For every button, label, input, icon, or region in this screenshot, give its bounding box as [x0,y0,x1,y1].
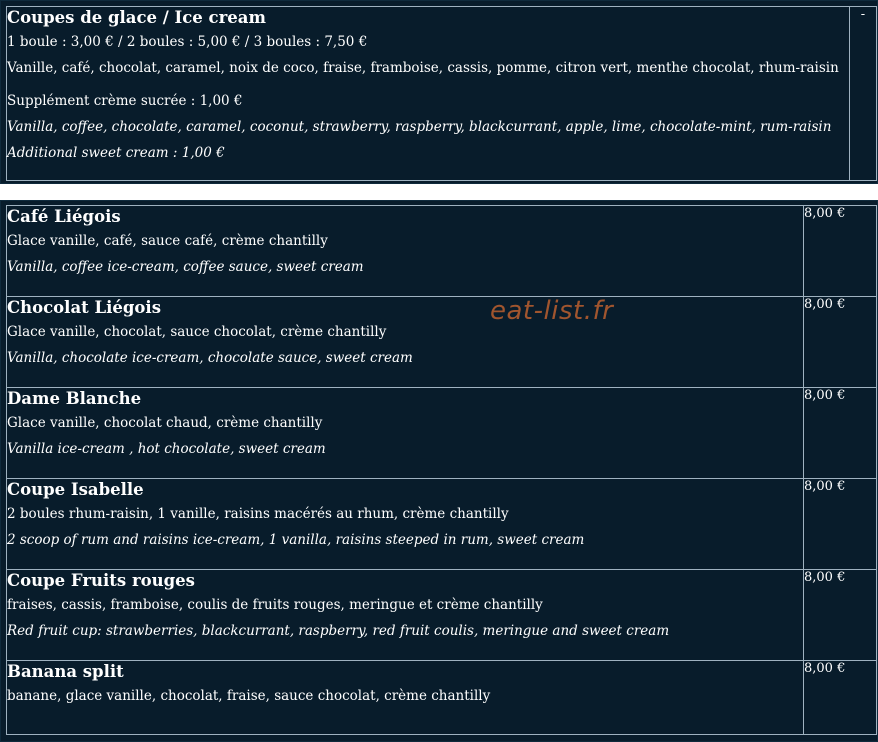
item-description-cell [7,570,804,661]
sundaes-panel [0,200,878,742]
item-desc-fr: banane, glace vanille, chocolat, fraise, sauce chocolat, crème chantilly [7,688,491,704]
item-desc-en: 2 scoop of rum and raisins ice-cream, 1 vanilla, raisins steeped in rum, sweet cream [7,532,585,548]
item-title: Coupe Isabelle [7,480,144,499]
item-title: Dame Blanche [7,389,142,408]
item-price: 8,00 € [804,479,877,570]
item-desc-fr: 2 boules rhum-raisin, 1 vanille, raisins macérés au rhum, crème chantilly [7,506,509,522]
item-desc-en: Vanilla, coffee ice-cream, coffee sauce, sweet cream [7,259,364,275]
table-row [7,7,877,181]
item-title: Coupes de glace / Ice cream [7,8,266,27]
table-row [7,479,877,570]
item-desc-fr: fraises, cassis, framboise, coulis de fruits rouges, meringue et crème chantilly [7,597,543,613]
flavors-en: Vanilla, coffee, chocolate, caramel, coconut, strawberry, raspberry, blackcurrant, apple, lime, chocolate-mint, rum-raisin [7,119,832,135]
item-title: Café Liégois [7,207,121,226]
item-price: 8,00 € [804,297,877,388]
item-title: Coupe Fruits rouges [7,571,195,590]
supplement-en: Additional sweet cream : 1,00 € [7,145,225,161]
ice-cream-panel [0,0,878,184]
item-desc-fr: Glace vanille, café, sauce café, crème chantilly [7,233,328,249]
scoop-prices: 1 boule : 3,00 € / 2 boules : 5,00 € / 3 boules : 7,50 € [7,34,368,50]
item-desc-fr: Glace vanille, chocolat, sauce chocolat, crème chantilly [7,324,387,340]
item-price: - [850,7,877,181]
item-title: Chocolat Liégois [7,298,161,317]
ice-cream-table [6,6,877,181]
table-row [7,297,877,388]
item-description-cell [7,661,804,735]
item-price: 8,00 € [804,206,877,297]
item-desc-fr: Glace vanille, chocolat chaud, crème chantilly [7,415,323,431]
table-row [7,570,877,661]
supplement-fr: Supplément crème sucrée : 1,00 € [7,93,243,109]
item-price: 8,00 € [804,388,877,479]
item-desc-en: Red fruit cup: strawberries, blackcurrant, raspberry, red fruit coulis, meringue and sweet cream [7,623,670,639]
table-row [7,661,877,735]
item-price: 8,00 € [804,661,877,735]
item-description-cell [7,206,804,297]
item-desc-en: Vanilla, chocolate ice-cream, chocolate sauce, sweet cream [7,350,413,366]
watermark: eat-list.fr [490,296,614,326]
item-desc-en: Vanilla ice-cream , hot chocolate, sweet cream [7,441,326,457]
ice-cream-description-cell [7,7,850,181]
item-description-cell [7,479,804,570]
flavors-fr: Vanille, café, chocolat, caramel, noix de coco, fraise, framboise, cassis, pomme, citron vert, menthe chocolat, rhum-raisin [7,60,839,76]
item-description-cell [7,297,804,388]
table-row [7,206,877,297]
sundaes-table [6,205,877,735]
item-description-cell [7,388,804,479]
item-price: 8,00 € [804,570,877,661]
item-title: Banana split [7,662,124,681]
table-row [7,388,877,479]
